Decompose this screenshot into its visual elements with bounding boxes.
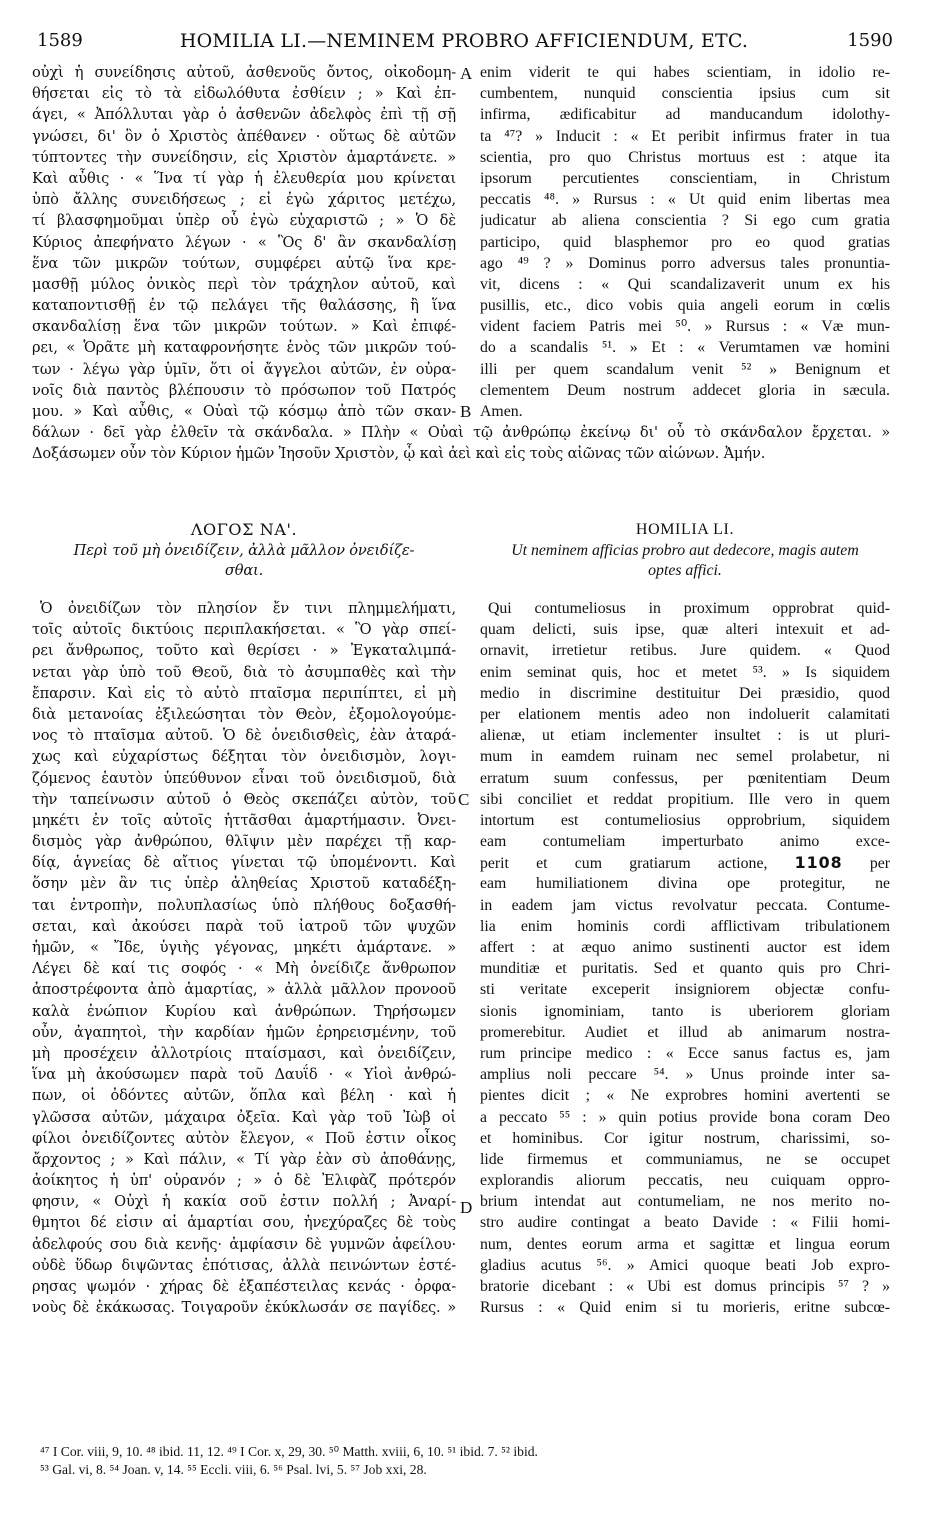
full-width-line: Δοξάσωμεν οὖν τὸν Κύριον ἡμῶν Ἰησοῦν Χριστὸν, ᾧ καὶ ἀεὶ καὶ εἰς τοὺς αἰῶνας τῶν αἰώνων. Ἀμήν. bbox=[32, 445, 766, 463]
margin-marker-c: C bbox=[458, 790, 470, 809]
greek-text-line: Ὁ ὀνειδίζων τὸν πλησίον ἔν τινι πλημμελήματι, bbox=[40, 600, 456, 617]
greek-text-line: θμητοι δέ εἰσιν αἱ ἁμαρτίαι σου, ἠνεχύραζες δὲ τοὺς bbox=[32, 1214, 456, 1232]
greek-column-top bbox=[32, 62, 456, 422]
greek-text-line: πων, οἱ ὀδόντες αὐτῶν, ὅπλα καὶ βέλη · καὶ ἡ bbox=[32, 1087, 456, 1105]
latin-text-line: scientia, pro quo Christus mortuus est : atque ita bbox=[480, 148, 890, 166]
full-width-text bbox=[32, 422, 890, 464]
greek-text-line: νοῖς διὰ παντὸς βλέπουσιν τὸ πρόσωπον τοῦ Πατρός bbox=[32, 381, 456, 399]
latin-text-line: Qui contumeliosus in proximum opprobrat quid- bbox=[488, 600, 890, 617]
latin-text-line: ago ⁴⁹ ? » Dominus porro adversus tales pronuntia- bbox=[480, 254, 890, 272]
latin-text-line: per elationem mentis adeo non indoluerit calamitati bbox=[480, 705, 890, 723]
latin-text-line: enim seminat quis, hoc et metet ⁵³. » Is siquidem bbox=[480, 663, 890, 681]
greek-text-line: καλὰ ἐνώπιον Κυρίου καὶ ἀνθρώπων. Τηρήσωμεν bbox=[32, 1002, 456, 1020]
column-number-marker: 1108 bbox=[794, 853, 843, 873]
latin-homily-title: HOMILIA LI. bbox=[635, 521, 735, 538]
greek-text-line: νεται γὰρ ὑπὸ τοῦ Θεοῦ, διὰ τὸ ἀσυμπαθὲς καὶ τὴν bbox=[32, 663, 456, 681]
greek-text-line: μηκέτι ἐν τοῖς αὐτοῖς ἡττᾶσθαι ἁμαρτήμασιν. Ὀνει- bbox=[32, 811, 456, 829]
greek-text-line: τύπτοντες τὴν συνείδησιν, εἰς Χριστὸν ἁμαρτάνετε. » bbox=[32, 148, 456, 166]
greek-text-line: ρει, « Ὁρᾶτε μὴ καταφρονήσητε ἑνὸς τῶν μικρῶν τού- bbox=[32, 339, 456, 357]
latin-text-line: ipsorum percutientes conscientiam, in Christum bbox=[480, 169, 890, 187]
latin-subtitle-line: Ut neminem afficias probro aut dedecore, magis autem bbox=[511, 542, 859, 559]
greek-text-line: Λέγει δὲ καί τις σοφός · « Μὴ ὀνείδιζε ἄνθρωπον bbox=[32, 960, 456, 978]
greek-text-line: μου. » Καὶ αὖθις, « Οὐαὶ τῷ κόσμῳ ἀπὸ τῶν σκαν- bbox=[32, 403, 456, 420]
latin-text-line: a peccato ⁵⁵ : » quin potius provide bona coram Deo bbox=[480, 1108, 890, 1126]
greek-text-line: ται ἐντροπὴν, πολυπλασίως ὑπὸ πλήθους δοξασθή- bbox=[32, 896, 456, 914]
greek-text-line: καταποντισθῇ ἐν τῷ πελάγει τῆς θαλάσσης, ἢ ἵνα bbox=[32, 297, 456, 315]
latin-text-line: pientes dicit ; « Ne exprobres homini avertenti se bbox=[480, 1087, 890, 1105]
greek-text-line: ἀδελφούς σου διὰ κενῆς· ἀμφίασιν δὲ γυμνῶν ἀφείλου· bbox=[32, 1235, 456, 1253]
latin-text-line: et hominibus. Cor igitur nostrum, charissimi, so- bbox=[480, 1129, 890, 1147]
greek-text-line: ἀποστρέφοντα ἀπὸ ἁμαρτίας, » ἀλλὰ μᾶλλον προνοοῦ bbox=[32, 981, 456, 999]
latin-text-line: sti veritate exceperit insigniorem objectæ confu- bbox=[480, 981, 890, 999]
latin-text-line: Rursus : « Quid enim si tu morieris, eritne subcœ- bbox=[480, 1299, 890, 1317]
greek-text-line: ἕνα τῶν μικρῶν τούτων, συμφέρει αὐτῷ ἵνα κρε- bbox=[32, 254, 456, 272]
greek-text-line: ἡμῶν, « Ἴδε, ὑγιὴς γέγονας, μηκέτι ἁμάρτανε. » bbox=[32, 939, 456, 956]
latin-text-line: ta ⁴⁷? » Inducit : « Et peribit infirmus frater in tua bbox=[480, 127, 890, 145]
latin-text-line: num, dentes eorum arma et sagittæ et lingua eorum bbox=[480, 1235, 890, 1253]
greek-text-line: νος τὸ πταῖσμα αὐτοῦ. Ὁ δὲ ὀνειδισθεὶς, ἐὰν ἀταρά- bbox=[32, 727, 456, 745]
latin-text-line: quam delicti, suis ipse, quæ alteri intexuit et ad- bbox=[480, 621, 890, 639]
latin-text-line: participo, quid blasphemor pro eo quod gratias bbox=[480, 233, 890, 251]
greek-text-line: Κύριος ἀπεφήνατο λέγων · « Ὃς δ' ἂν σκανδαλίσῃ bbox=[32, 233, 456, 251]
latin-text-line: ornavit, irretietur retibus. Jure quidem. « Quod bbox=[480, 642, 890, 660]
latin-text-line: sibi conciliet et reddat propitium. Ille vero in quem bbox=[480, 790, 890, 808]
latin-text-line: explorandis aliorum peccatis, neu cuiquam oppro- bbox=[480, 1172, 890, 1190]
margin-marker-d: D bbox=[460, 1198, 473, 1217]
greek-text-line: ἔπαρσιν. Καὶ εἰς τὸ αὐτὸ πταῖσμα περιπίπτει, εἰ μὴ bbox=[32, 684, 456, 702]
latin-text-line: do a scandalis ⁵¹. » Et : « Verumtamen væ homini bbox=[480, 339, 890, 357]
greek-subtitle-line: Περὶ τοῦ μὴ ὀνειδίζειν, ἀλλὰ μᾶλλον ὀνειδίζε- bbox=[73, 542, 415, 559]
latin-text-line: alienæ, ut etiam inclementer insultet : is ut pluri- bbox=[480, 727, 890, 745]
greek-text-line: διὰ μετανοίας ἐξιλεώσηται τὸν Θεὸν, ἐξομολογούμε- bbox=[32, 705, 456, 723]
latin-text-line: stro audire contingat a beato Davide : « Filii homi- bbox=[480, 1214, 890, 1232]
latin-text-line: Amen. bbox=[480, 403, 523, 420]
greek-text-line: τὴν ταπείνωσιν αὐτοῦ ὁ Θεὸς σκεπάζει αὐτὸν, τοῦ bbox=[32, 790, 456, 808]
greek-text-line: ὑπὸ ἄλλης συνειδήσεως ; εἰ ἐγὼ χάριτος μετέχω, bbox=[32, 191, 456, 209]
full-width-line: δάλων · δεῖ γὰρ ἐλθεῖν τὰ σκάνδαλα. » Πλὴν « Οὐαὶ τῷ ἀνθρώπῳ ἐκείνῳ δι' οὗ τὸ σκάνδαλον ἔρχεται. » bbox=[32, 424, 890, 441]
greek-text-line: δισμὸς γὰρ ἀνθρώπου, θλῖψιν μὲν παρέχει τῇ καρ- bbox=[32, 833, 456, 851]
greek-text-line: σκανδαλίσῃ ἕνα τῶν μικρῶν τούτων. » Καὶ ἐπιφέ- bbox=[32, 318, 456, 336]
greek-text-line: χως καὶ εὐχαρίστως δέξηται τὸν ὀνειδισμὸν, λογι- bbox=[32, 748, 456, 766]
greek-text-line: τοῖς αὐτοῖς δικτύοις περιπλακήσεται. « Ὃ γὰρ σπεί- bbox=[32, 621, 456, 639]
greek-text-line: θήσεται εἰς τὸ τὰ εἰδωλόθυτα ἐσθίειν ; » Καὶ ἐπ- bbox=[32, 85, 456, 103]
latin-text-line: eam contumeliam imperturbato animo exce- bbox=[480, 833, 890, 851]
latin-text-line: clementem Deum nostrum addecet gloria in sæcula. bbox=[480, 381, 890, 399]
greek-column-bottom bbox=[32, 598, 456, 1318]
latin-text-line: gladius acutus ⁵⁶. » Amici quoque beati Job expro- bbox=[480, 1256, 890, 1274]
latin-homily-subtitle bbox=[480, 541, 890, 581]
greek-text-line: ρει ἄνθρωπος, τοῦτο καὶ θερίσει · » Ἐγκαταλιμπά- bbox=[32, 642, 456, 660]
margin-marker-a: A bbox=[460, 64, 473, 83]
latin-text-line: mum in eamdem ruinam nec semel prolabetur, ni bbox=[480, 748, 890, 766]
latin-text-line: erratum suum confessus, per pœnitentiam Deum bbox=[480, 769, 890, 787]
greek-section-heading bbox=[32, 519, 456, 581]
greek-text-line: Καὶ αὖθις · « Ἵνα τί γὰρ ἡ ἐλευθερία μου κρίνεται bbox=[32, 169, 456, 187]
greek-text-line: δίᾳ, ἁγνείας δὲ αἴτιος γίνεται τῷ ὑπομένοντι. Καὶ bbox=[32, 854, 456, 872]
latin-text-line: sionis ignominiam, tanto is uberiorem gloriam bbox=[480, 1002, 890, 1020]
latin-text-line: medio in discrimine destituitur Dei præsidio, quod bbox=[480, 684, 890, 702]
page-number-right: 1590 bbox=[847, 30, 893, 51]
latin-text-line: affert : at æquo animo sustinenti auctor est idem bbox=[480, 939, 890, 956]
greek-text-line: μασθῇ μύλος ὀνικὸς περὶ τὸν τράχηλον αὐτοῦ, καὶ bbox=[32, 275, 456, 293]
latin-text-line: lia enim hominis cordi afflictivam tribulationem bbox=[480, 917, 890, 935]
latin-text-line: infirma, ædificabitur ad manducandum idolothy- bbox=[480, 106, 890, 124]
greek-text-line: ἵνα μὴ ἀκούσωμεν παρὰ τοῦ Δαυΐδ · « Υἱοὶ ἀνθρώ- bbox=[32, 1066, 456, 1084]
greek-text-line: φησιν, « Οὐχὶ ἡ κακία σοῦ ἐστιν πολλή ; Ἀναρί- bbox=[32, 1193, 456, 1211]
latin-text-line: eam humiliationem divina ope protegitur, ne bbox=[480, 875, 890, 893]
latin-text-line: promerebitur. Audiet et illud ab animarum nostra- bbox=[480, 1023, 890, 1041]
latin-text-line: rum principe medico : « Ecce sanus factus es, jam bbox=[480, 1044, 890, 1062]
running-header bbox=[0, 30, 928, 56]
latin-text-line: perit et cum gratiarum actione, 1108 per bbox=[480, 853, 890, 873]
margin-marker-b: B bbox=[460, 402, 472, 421]
latin-column-bottom bbox=[480, 598, 890, 1318]
latin-subtitle-line: optes affici. bbox=[648, 562, 722, 579]
latin-text-line: vit, dicens : « Qui scandalizaverit unum ex his bbox=[480, 275, 890, 293]
greek-text-line: ζόμενος ἑαυτὸν ὑπεύθυνον εἶναι τοῦ ὀνειδισμοῦ, διὰ bbox=[32, 769, 456, 787]
greek-subtitle-line: σθαι. bbox=[224, 562, 264, 579]
greek-text-line: σεται, καὶ ἀκούσει παρὰ τοῦ ἰατροῦ τῶν ψυχῶν bbox=[32, 917, 456, 935]
greek-homily-title: ΛΟΓΟΣ ΝΑ'. bbox=[190, 520, 298, 539]
greek-text-line: ἀοίκητος ἡ ὑπ' οὐρανόν ; » ὁ δὲ Ἐλιφὰζ πρότερόν bbox=[32, 1172, 456, 1190]
latin-text-line: munditiæ et puritatis. Sed et quanto quis pro Chri- bbox=[480, 960, 890, 978]
latin-text-line: lide firmemus et communiamus, ne se occupet bbox=[480, 1150, 890, 1168]
greek-text-line: γλῶσσα αὐτῶν, μάχαιρα ὀξεῖα. Καὶ γὰρ τοῦ Ἰὼβ οἱ bbox=[32, 1108, 456, 1126]
running-title: HOMILIA LI.—NEMINEM PROBRO AFFICIENDUM, ETC. bbox=[179, 30, 749, 52]
greek-text-line: τί βλασφημοῦμαι ὑπὲρ οὗ ἐγὼ εὐχαριστῶ ; » Ὁ δὲ bbox=[32, 212, 456, 230]
footnotes bbox=[40, 1443, 890, 1479]
latin-text-line: vident faciem Patris mei ⁵⁰. » Rursus : « Væ mun- bbox=[480, 318, 890, 336]
latin-text-line: in eadem jam victus revolvatur peccata. Contume- bbox=[480, 896, 890, 914]
greek-text-line: ἄρχοντος ; » Καὶ πάλιν, « Τί γὰρ ἐὰν σὺ ἀποθάνῃς, bbox=[32, 1150, 456, 1168]
greek-text-line: ὅσην μὲν ἂν τις ὑπὲρ ἀληθείας Χριστοῦ καταδέξη- bbox=[32, 875, 456, 893]
footnote-line: ⁵³ Gal. vi, 8. ⁵⁴ Joan. v, 14. ⁵⁵ Eccli. viii, 6. ⁵⁶ Psal. lvi, 5. ⁵⁷ Job xxi, 28. bbox=[40, 1462, 427, 1477]
greek-text-line: νοὺς δὲ ἐκάκωσας. Τοιγαροῦν ἐκύκλωσάν σε παγίδες. » bbox=[32, 1299, 456, 1317]
greek-text-line: φίλοι ὀνειδίζοντες αὐτὸν ἔλεγον, « Ποῦ ἐστιν οἶκος bbox=[32, 1129, 456, 1147]
latin-text-line: brium intendat aut contumeliam, ne nos merito no- bbox=[480, 1193, 890, 1211]
greek-text-line: οὐχὶ ἡ συνείδησις αὐτοῦ, ἀσθενοῦς ὄντος, οἰκοδομη- bbox=[32, 64, 456, 81]
latin-section-heading bbox=[480, 519, 890, 581]
greek-homily-subtitle bbox=[32, 541, 456, 581]
greek-text-line: οὖν, ἀγαπητοὶ, τὴν καρδίαν ἡμῶν ἐρηρεισμένην, τοῦ bbox=[32, 1023, 456, 1041]
latin-text-line: cumbentem, nunquid conscientia ipsius cum sit bbox=[480, 85, 890, 103]
latin-text-line: judicatur ab aliena conscientia ? Si ego cum gratia bbox=[480, 212, 890, 230]
footnote-line: ⁴⁷ I Cor. viii, 9, 10. ⁴⁸ ibid. 11, 12. ⁴⁹ I Cor. x, 29, 30. ⁵⁰ Matth. xviii, 6, 10. ⁵¹ ibid. 7. ⁵² ibid. bbox=[40, 1444, 538, 1459]
greek-text-line: των · λέγω γὰρ ὑμῖν, ὅτι οἱ ἄγγελοι αὐτῶν, ἐν οὐρα- bbox=[32, 360, 456, 378]
page-number-left: 1589 bbox=[37, 30, 83, 51]
latin-text-line: amplius noli peccare ⁵⁴. » Unus proinde inter sa- bbox=[480, 1066, 890, 1084]
latin-text-line: peccatis ⁴⁸. » Rursus : « Ut quid enim libertas mea bbox=[480, 191, 890, 209]
latin-column-top bbox=[480, 62, 890, 422]
greek-text-line: μὴ προσέχειν ἀλλοτρίοις πταίσμασι, καὶ ὀνειδίζειν, bbox=[32, 1044, 456, 1062]
latin-text-line: enim viderit te qui habes scientiam, in idolio re- bbox=[480, 64, 890, 81]
greek-text-line: οὐδὲ ὕδωρ διψῶντας ἐπότισας, ἀλλὰ πεινώντων ἐστέ- bbox=[32, 1256, 456, 1274]
latin-text-line: intortum est contumeliosius opprobrium, siquidem bbox=[480, 811, 890, 829]
greek-text-line: ρησας ψωμόν · χήρας δὲ ἐξαπέστειλας κενάς · ὀρφα- bbox=[32, 1278, 456, 1295]
latin-text-line: illi per quem scandalum venit ⁵² » Benignum et bbox=[480, 360, 890, 378]
latin-text-line: bratorie dicebant : « Ubi est domus principis ⁵⁷ ? » bbox=[480, 1278, 890, 1295]
greek-text-line: γνώσει, δι' ὃν ὁ Χριστὸς ἀπέθανεν · οὕτως δὲ αὐτῶν bbox=[32, 127, 456, 145]
greek-text-line: άγει, « Ἀπόλλυται γὰρ ὁ ἀσθενῶν ἀδελφὸς ἐπὶ τῇ σῇ bbox=[32, 106, 456, 124]
latin-text-line: pusillis, etc., dico vobis quia angeli eorum in cœlis bbox=[480, 297, 890, 315]
